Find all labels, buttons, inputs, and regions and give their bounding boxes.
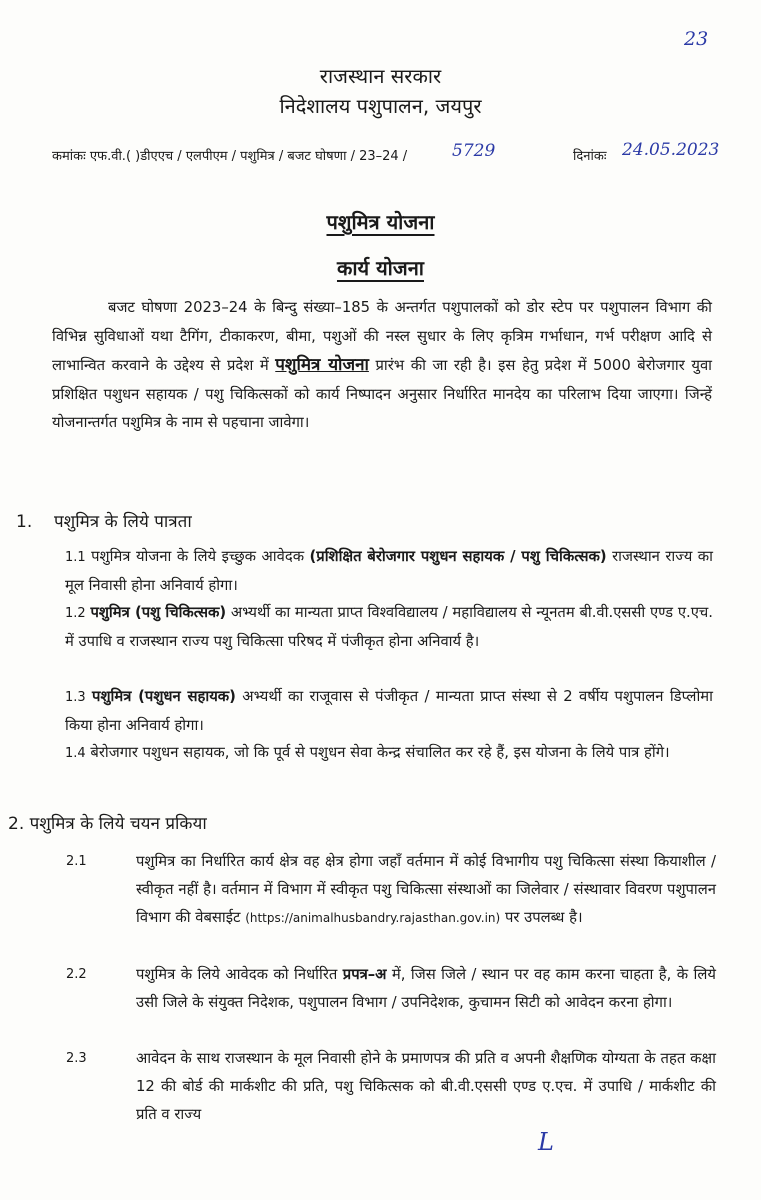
handwritten-reference-number: 5729 — [452, 141, 496, 161]
work-plan-title: कार्य योजना — [336, 256, 424, 280]
intro-paragraph: बजट घोषणा 2023–24 के बिन्दु संख्या–185 के अन्तर्गत पशुपालकों को डोर स्टेप पर पशुपालन विभाग की विभिन्न सुविधाओं यथा टैगिंग, टीकाकरण, बीमा, पशुओं की नस्ल सुधार के लिए कृत्रिम गर्भाधान, गर्भ परीक्षण आदि से लाभान्वित करवाने के उद्देश्य से प्रदेश में पशुमित्र योजना प्रारंभ की जा रही है। इस हेतु प्रदेश में 5000 बेरोजगार युवा प्रशिक्षित पशुधन सहायक / पशु चिकित्सकों को कार्य निष्पादन अनुसार निर्धारित मानदेय का परिलाभ दिया जाएगा। जिन्हें योजनान्तर्गत पशुमित्र के नाम से पहचाना जावेगा। — [52, 299, 713, 432]
handwritten-initial: L — [538, 1128, 554, 1156]
reference-label: कमांकः एफ.वी.( )डीएएच / एलपीएम / पशुमित्र / बजट घोषणा / 23–24 / — [52, 149, 408, 164]
selection-item-2-1: 2.1 पशुमित्र का निर्धारित कार्य क्षेत्र वह क्षेत्र होगा जहाँ वर्तमान में कोई विभागीय पशु चिकित्सा संस्था कियाशील / स्वीकृत नहीं है। वर्तमान में विभाग में स्वीकृत पशु चिकित्सा संस्थाओं का जिलेवार / संस्थावार विवरण पशुपालन विभाग की वेबसाईट (https://animalhusbandry.rajasthan.gov.in) पर उपलब्ध है। — [66, 853, 716, 926]
eligibility-item-1-4: 1.4 बेरोजगार पशुधन सहायक, जो कि पूर्व से पशुधन सेवा केन्द्र संचालित कर रहे हैं, इस योजना के लिये पात्र होंगे। — [65, 744, 670, 761]
selection-item-2-3: 2.3 आवेदन के साथ राजस्थान के मूल निवासी होने के प्रमाणपत्र की प्रति व अपनी शैक्षणिक योग्यता के तहत कक्षा 12 की बोर्ड की मार्कशीट की प्रति, पशु चिकित्सक को बी.वी.एससी एण्ड ए.एच. में उपाधि / मार्कशीट की प्रति व राज्य — [66, 1050, 716, 1123]
section-2-heading: 2. पशुमित्र के लिये चयन प्रकिया — [8, 814, 207, 834]
date-label: दिनांकः — [573, 149, 607, 164]
department-website-url: (https://animalhusbandry.rajasthan.gov.in) — [245, 911, 501, 925]
handwritten-page-number: 23 — [684, 28, 709, 50]
eligibility-item-1-1: 1.1 पशुमित्र योजना के लिये इच्छुक आवेदक (प्रशिक्षित बेरोजगार पशुधन सहायक / पशु चिकित्सक) राजस्थान राज्य का मूल निवासी होना अनिवार्य होगा। — [65, 548, 713, 594]
selection-item-2-2: 2.2 पशुमित्र के लिये आवेदक को निर्धारित प्रपत्र–अ में, जिस जिले / स्थान पर वह काम करना चाहता है, के लिये उसी जिले के संयुक्त निदेशक, पशुपालन विभाग / उपनिदेशक, कुचामन सिटी को आवेदन करना होगा। — [66, 966, 716, 1011]
scheme-title: पशुमित्र योजना — [326, 210, 435, 234]
eligibility-item-1-3: 1.3 पशुमित्र (पशुधन सहायक) अभ्यर्थी का राजूवास से पंजीकृत / मान्यता प्राप्त संस्था से 2 वर्षीय पशुपालन डिप्लोमा किया होना अनिवार्य होगा। — [65, 688, 713, 734]
header-directorate: निदेशालय पशुपालन, जयपुर — [279, 94, 482, 118]
intro-scheme-name: पशुमित्र योजना — [275, 355, 369, 376]
eligibility-item-1-2: 1.2 पशुमित्र (पशु चिकित्सक) अभ्यर्थी का मान्यता प्राप्त विश्वविद्यालय / महाविद्यालय से न्यूनतम बी.वी.एससी एण्ड ए.एच. में उपाधि व राजस्थान राज्य पशु चिकित्सा परिषद में पंजीकृत होना अनिवार्य है। — [65, 604, 713, 650]
handwritten-date: 24.05.2023 — [622, 140, 720, 160]
header-government: राजस्थान सरकार — [319, 64, 442, 88]
section-1-heading: 1. पशुमित्र के लिये पात्रता — [16, 512, 192, 532]
